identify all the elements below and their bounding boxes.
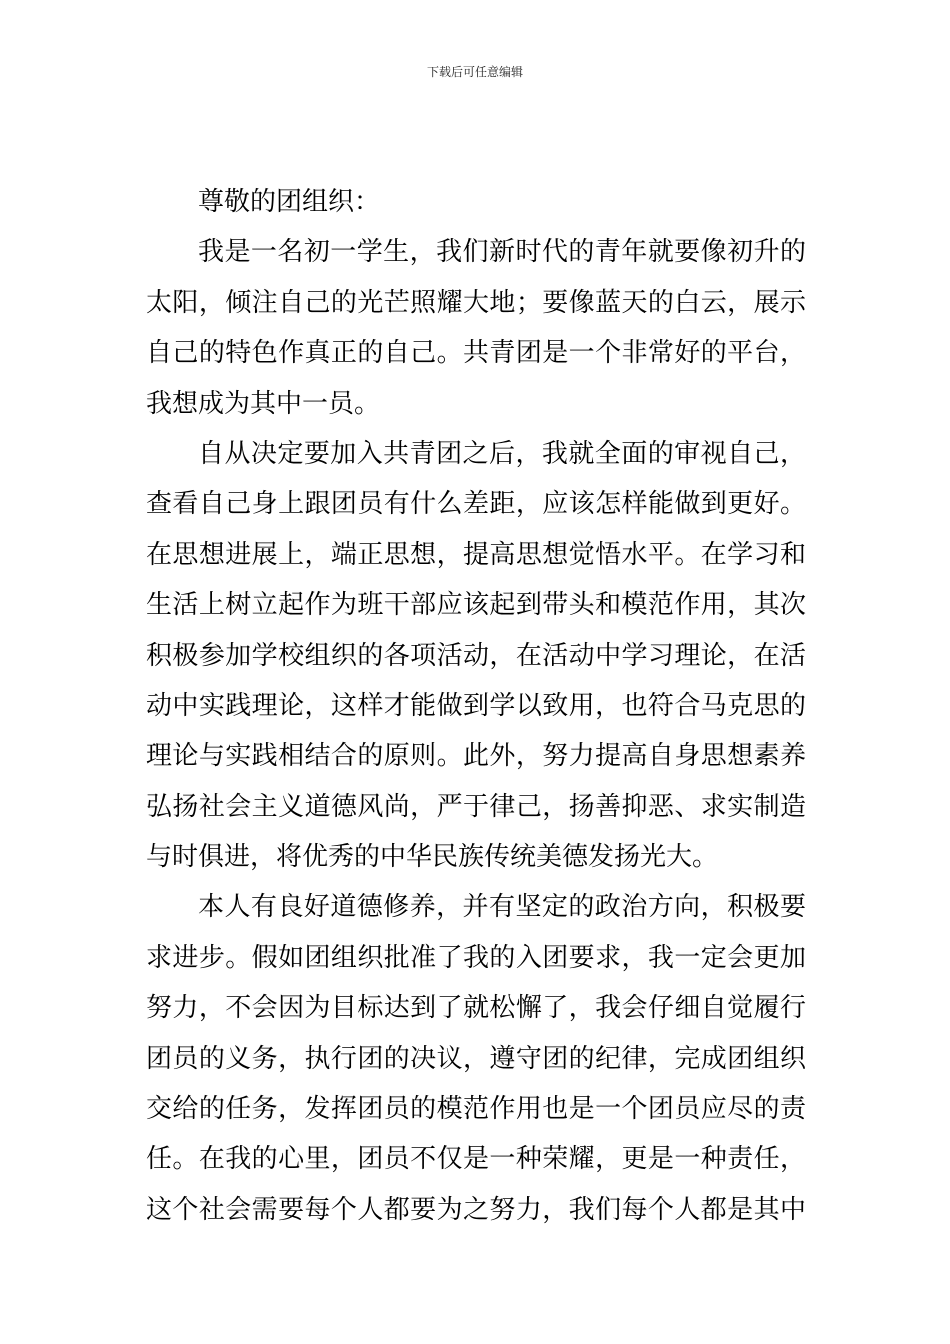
paragraph-line: 积极参加学校组织的各项活动，在活动中学习理论，在活 [146, 640, 806, 671]
paragraph-line: 自己的特色作真正的自己。共青团是一个非常好的平台， [146, 338, 806, 369]
paragraph-line: 努力，不会因为目标达到了就松懈了，我会仔细自觉履行 [146, 993, 806, 1024]
paragraph-1 [146, 227, 806, 429]
letter-body [146, 177, 806, 1235]
paragraph-line: 生活上树立起作为班干部应该起到带头和模范作用，其次 [146, 590, 806, 621]
paragraph-line: 理论与实践相结合的原则。此外，努力提高自身思想素养 [146, 741, 806, 772]
paragraph-2 [146, 429, 806, 883]
paragraph-line: 与时俱进，将优秀的中华民族传统美德发扬光大。 [146, 842, 719, 873]
paragraph-line: 自从决定要加入共青团之后，我就全面的审视自己， [198, 438, 806, 469]
page-header-note: 下载后可任意编辑 [426, 65, 523, 79]
paragraph-line: 查看自己身上跟团员有什么差距，应该怎样能做到更好。 [146, 489, 806, 520]
paragraph-line: 本人有良好道德修养，并有坚定的政治方向，积极要 [198, 892, 806, 923]
paragraph-line: 我是一名初一学生，我们新时代的青年就要像初升的 [198, 237, 806, 268]
paragraph-line: 弘扬社会主义道德风尚，严于律己，扬善抑恶、求实制造 [146, 791, 806, 822]
paragraph-line: 太阳，倾注自己的光芒照耀大地；要像蓝天的白云，展示 [146, 287, 806, 318]
paragraph-line: 我想成为其中一员。 [146, 388, 381, 419]
paragraph-3 [146, 882, 806, 1235]
paragraph-line: 在思想进展上，端正思想，提高思想觉悟水平。在学习和 [146, 539, 806, 570]
letter-salutation: 尊敬的团组织： [198, 187, 381, 217]
paragraph-line: 求进步。假如团组织批准了我的入团要求，我一定会更加 [146, 942, 806, 973]
paragraph-line: 团员的义务，执行团的决议，遵守团的纪律，完成团组织 [146, 1043, 806, 1074]
paragraph-line: 动中实践理论，这样才能做到学以致用，也符合马克思的 [146, 690, 806, 721]
paragraph-line: 交给的任务，发挥团员的模范作用也是一个团员应尽的责 [146, 1094, 806, 1125]
paragraph-line: 任。在我的心里，团员不仅是一种荣耀，更是一种责任， [146, 1144, 806, 1175]
paragraph-line: 这个社会需要每个人都要为之努力，我们每个人都是其中 [146, 1194, 806, 1225]
